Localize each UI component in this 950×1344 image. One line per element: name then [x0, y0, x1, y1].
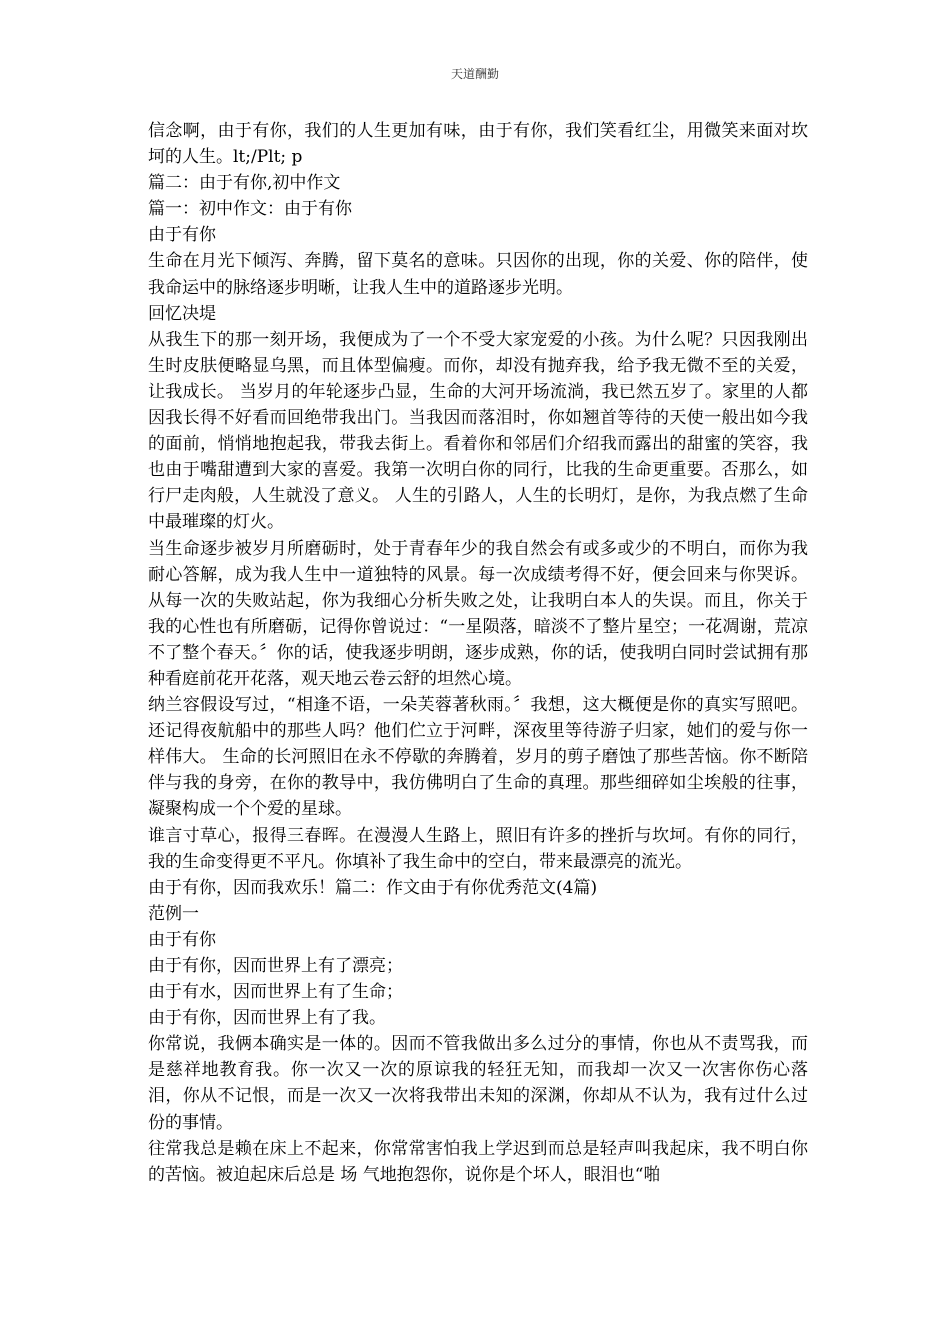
paragraph: 信念啊，由于有你，我们的人生更加有味，由于有你，我们笑看红尘，用微笑来面对坎坷的人生。lt;/Plt; p: [148, 121, 808, 168]
section-heading: 篇二：由于有你,初中作文: [148, 173, 341, 194]
subheading: 回忆决堤: [148, 303, 216, 324]
section-heading: 篇一：初中作文：由于有你: [148, 199, 352, 220]
paragraph: 纳兰容假设写过，“相逢不语，一朵芙蓉著秋雨。〞我想，这大概便是你的真实写照吧。还记得夜航船中的那些人吗？他们伫立于河畔，深夜里等待游子归家，她们的爱与你一样伟大。 生命的长河照旧在永不停歇的奔腾着，岁月的剪子磨蚀了那些苦恼。你不断陪伴与我的身旁，在你的教导中，我仿佛明白了生命的真理。那些细碎如尘埃般的往事，凝聚构成一个个爱的星球。: [148, 695, 808, 820]
paragraph: 从我生下的那一刻开场，我便成为了一个不受大家宠爱的小孩。为什么呢？只因我刚出生时皮肤便略显乌黑，而且体型偏瘦。而你，却没有抛弃我，给予我无微不至的关爱，让我成长。 当岁月的年轮逐步凸显，生命的大河开场流淌，我已然五岁了。家里的人都因我长得不好看而回绝带我出门。当我因而落泪时，你如翘首等待的天使一般出如今我的面前，悄悄地抱起我，带我去街上。看着你和邻居们介绍我而露出的甜蜜的笑容，我也由于嘴甜遭到大家的喜爱。我第一次明白你的同行，比我的生命更重要。否那么，如行尸走肉般，人生就没了意义。 人生的引路人，人生的长明灯，是你，为我点燃了生命中最璀璨的灯火。: [148, 329, 808, 533]
paragraph: 由于有你，因而我欢乐！篇二：作文由于有你优秀范文(4篇): [148, 877, 598, 898]
poem-line: 由于有你，因而世界上有了漂亮；: [148, 956, 403, 976]
document-body: [148, 118, 808, 1188]
paragraph: 你常说，我俩本确实是一体的。因而不管我做出多么过分的事情，你也从不责骂我，而是慈祥地教育我。你一次又一次的原谅我的轻狂无知，而我却一次又一次害你伤心落泪，你从不记恨，而是一次又一次将我带出未知的深渊，你却从不认为，我有过什么过份的事情。: [148, 1034, 808, 1133]
paragraph: 生命在月光下倾泻、奔腾，留下莫名的意味。只因你的出现，你的关爱、你的陪伴，使我命运中的脉络逐步明晰，让我人生中的道路逐步光明。: [148, 251, 808, 298]
poem-line: 由于有你，因而世界上有了我。: [148, 1008, 386, 1029]
page-header: 天道酬勤: [450, 67, 499, 81]
subheading: 范例一: [148, 903, 199, 924]
paragraph: 当生命逐步被岁月所磨砺时，处于青春年少的我自然会有或多或少的不明白，而你为我耐心答解，成为我人生中一道独特的风景。每一次成绩考得不好，便会回来与你哭诉。从每一次的失败站起，你为我细心分析失败之处，让我明白本人的失误。而且，你关于我的心性也有所磨砺，记得你曾说过：“一星陨落，暗淡不了整片星空；一花凋谢，荒凉不了整个春天。〞你的话，使我逐步明朗，逐步成熟，你的话，使我明白同时尝试拥有那种看庭前花开花落，观天地云卷云舒的坦然心境。: [148, 538, 808, 689]
paragraph: 往常我总是赖在床上不起来，你常常害怕我上学迟到而总是轻声叫我起床，我不明白你的苦恼。被迫起床后总是 场 气地抱怨你，说你是个坏人，眼泪也“啪: [148, 1138, 808, 1185]
essay-title: 由于有你: [148, 929, 216, 950]
paragraph: 谁言寸草心，报得三春晖。在漫漫人生路上，照旧有许多的挫折与坎坷。有你的同行，我的生命变得更不平凡。你填补了我生命中的空白，带来最漂亮的流光。: [148, 825, 808, 872]
poem-line: 由于有水，因而世界上有了生命；: [148, 982, 403, 1003]
essay-title: 由于有你: [148, 225, 216, 246]
